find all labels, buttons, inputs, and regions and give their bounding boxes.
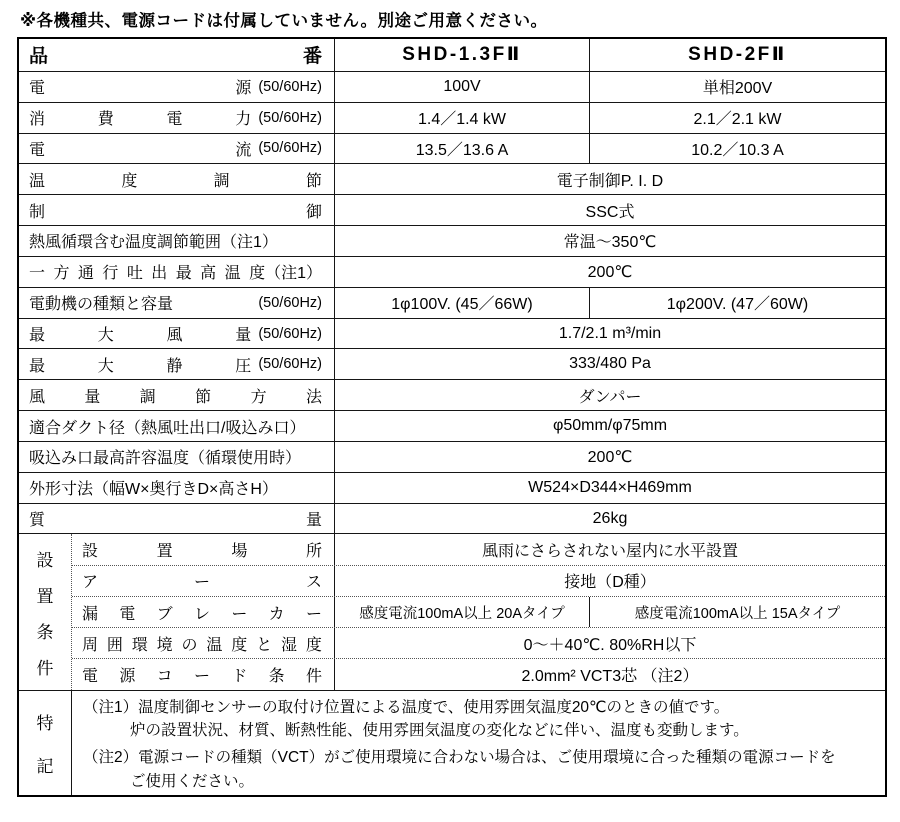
cell-value: W524×D344×H469mm — [528, 478, 692, 496]
cell-value: 333/480 Pa — [569, 355, 651, 373]
row-motor-type-capacity — [19, 287, 885, 318]
note-1-line-1: （注1）温度制御センサーの取付け位置による温度で、使用雰囲気温度20℃のときの値です。 — [83, 698, 730, 716]
row-weight — [19, 503, 885, 534]
row-label: 周 囲 環 境 の 温 度 と 湿 度 — [82, 636, 322, 654]
row-power-source — [19, 71, 885, 102]
row-temperature-control — [19, 163, 885, 194]
row-label-suffix: (50/60Hz) — [258, 325, 322, 342]
power-cord-disclaimer: ※各機種共、電源コードは付属していません。別途ご用意ください。 — [20, 12, 548, 30]
header-product-number — [19, 39, 335, 71]
table-header-row — [19, 39, 885, 71]
row-label-suffix: (50/60Hz) — [258, 78, 322, 95]
row-label: 温 度 調 節 — [29, 172, 322, 190]
cell-value: 1φ100V. (45／66W) — [391, 296, 533, 314]
cell-value: 感度電流100mA以上 20Aタイプ — [359, 605, 565, 622]
row-current — [19, 133, 885, 164]
note-1-line-2: 炉の設置状況、材質、断熱性能、使用雰囲気温度の変化などに伴い、温度も変動します。 — [130, 722, 749, 740]
row-label: 漏 電 ブ レ ー カ ー — [82, 605, 322, 623]
cell-value: 0～＋40℃. 80%RH以下 — [523, 636, 697, 654]
cell-value: 風雨にさらされない屋内に水平設置 — [481, 543, 738, 561]
installation-conditions-block — [19, 533, 885, 689]
row-label: 吸込み口最高許容温度（循環使用時） — [29, 450, 302, 468]
cell-value: ダンパー — [578, 388, 642, 406]
row-inlet-max-temp — [19, 441, 885, 472]
row-ambient-temp-humidity — [72, 627, 885, 658]
row-label: 外形寸法（幅W×奥行きD×高さH） — [29, 481, 278, 499]
row-power-consumption — [19, 102, 885, 133]
cell-value: 1.7/2.1 m³/min — [558, 324, 662, 342]
row-label-suffix: (50/60Hz) — [258, 140, 322, 157]
note-2-line-2: ご使用ください。 — [130, 772, 255, 790]
cell-value: φ50mm/φ75mm — [552, 417, 668, 435]
cell-value: 単相200V — [589, 72, 885, 102]
cell-value: 200℃ — [587, 448, 633, 466]
row-label-suffix: (50/60Hz) — [258, 109, 322, 126]
row-label: 最 大 静 圧 — [29, 357, 252, 375]
row-installation-place — [72, 534, 885, 564]
cell-value: 2.0mm² VCT3芯 （注2） — [521, 668, 699, 686]
row-label: 制 御 — [29, 203, 322, 221]
cell-value: SSC式 — [585, 203, 635, 221]
cell-value: 電子制御P. I. D — [556, 172, 664, 190]
header-product-number-label: 品 番 — [29, 46, 322, 68]
row-leakage-breaker — [72, 596, 885, 627]
row-label: 熱風循環含む温度調節範囲（注1） — [29, 234, 278, 252]
cell-value: 200℃ — [587, 263, 633, 281]
cell-value: 1φ200V. (47／60W) — [589, 288, 885, 318]
note-2-line-1: （注2）電源コードの種類（VCT）がご使用環境に合わない場合は、ご使用環境に合った種類の電源コードを — [83, 749, 836, 767]
row-label: 電動機の種類と容量 — [29, 296, 174, 314]
row-temp-adjust-range — [19, 225, 885, 256]
row-earth-ground — [72, 565, 885, 596]
row-max-static-pressure — [19, 348, 885, 379]
row-max-discharge-temp — [19, 256, 885, 287]
row-power-cord-condition — [72, 658, 885, 689]
row-label: 質 量 — [29, 512, 322, 530]
row-label: 最 大 風 量 — [29, 327, 252, 344]
cell-value: 10.2／10.3 A — [589, 134, 885, 164]
row-label: 設 置 場 所 — [82, 543, 322, 561]
cell-value: 13.5／13.6 A — [415, 141, 509, 159]
row-max-air-volume — [19, 318, 885, 349]
cell-value: 感度電流100mA以上 15Aタイプ — [589, 597, 885, 627]
cell-value: 2.1／2.1 kW — [589, 103, 885, 133]
row-label-suffix: (50/60Hz) — [258, 294, 322, 311]
row-label: 風 量 調 節 方 法 — [29, 388, 322, 406]
row-dimensions — [19, 472, 885, 503]
row-label: ア ー ス — [82, 574, 322, 592]
cell-value: 26kg — [592, 509, 628, 527]
installation-conditions-vertical-label: 設 置 条 件 — [19, 534, 72, 689]
cell-value: 常温～350℃ — [563, 234, 657, 252]
row-label: 適合ダクト径（熱風吐出口/吸込み口） — [29, 419, 306, 437]
header-model-shd-2f2: SHD-2FⅡ — [589, 39, 885, 71]
header-model-shd-1-3f2: SHD-1.3FⅡ — [402, 44, 522, 66]
row-air-volume-adjust-method — [19, 379, 885, 410]
spec-table — [17, 37, 887, 797]
row-label: 電 源 — [29, 80, 252, 98]
cell-value: 100V — [443, 77, 481, 95]
row-duct-diameter — [19, 410, 885, 441]
row-control-type — [19, 194, 885, 225]
special-notes-vertical-label: 特 記 — [19, 691, 72, 795]
special-notes-block — [19, 690, 885, 795]
row-label: 消 費 電 力 — [29, 111, 252, 129]
cell-value: 接地（D種） — [564, 574, 656, 592]
row-label: 電 流 — [29, 141, 252, 159]
row-label-suffix: (50/60Hz) — [258, 356, 322, 373]
cell-value: 1.4／1.4 kW — [417, 111, 507, 129]
row-label: 一 方 通 行 吐 出 最 高 温 度（注1） — [29, 265, 322, 283]
row-label: 電 源 コ ー ド 条 件 — [82, 668, 322, 686]
